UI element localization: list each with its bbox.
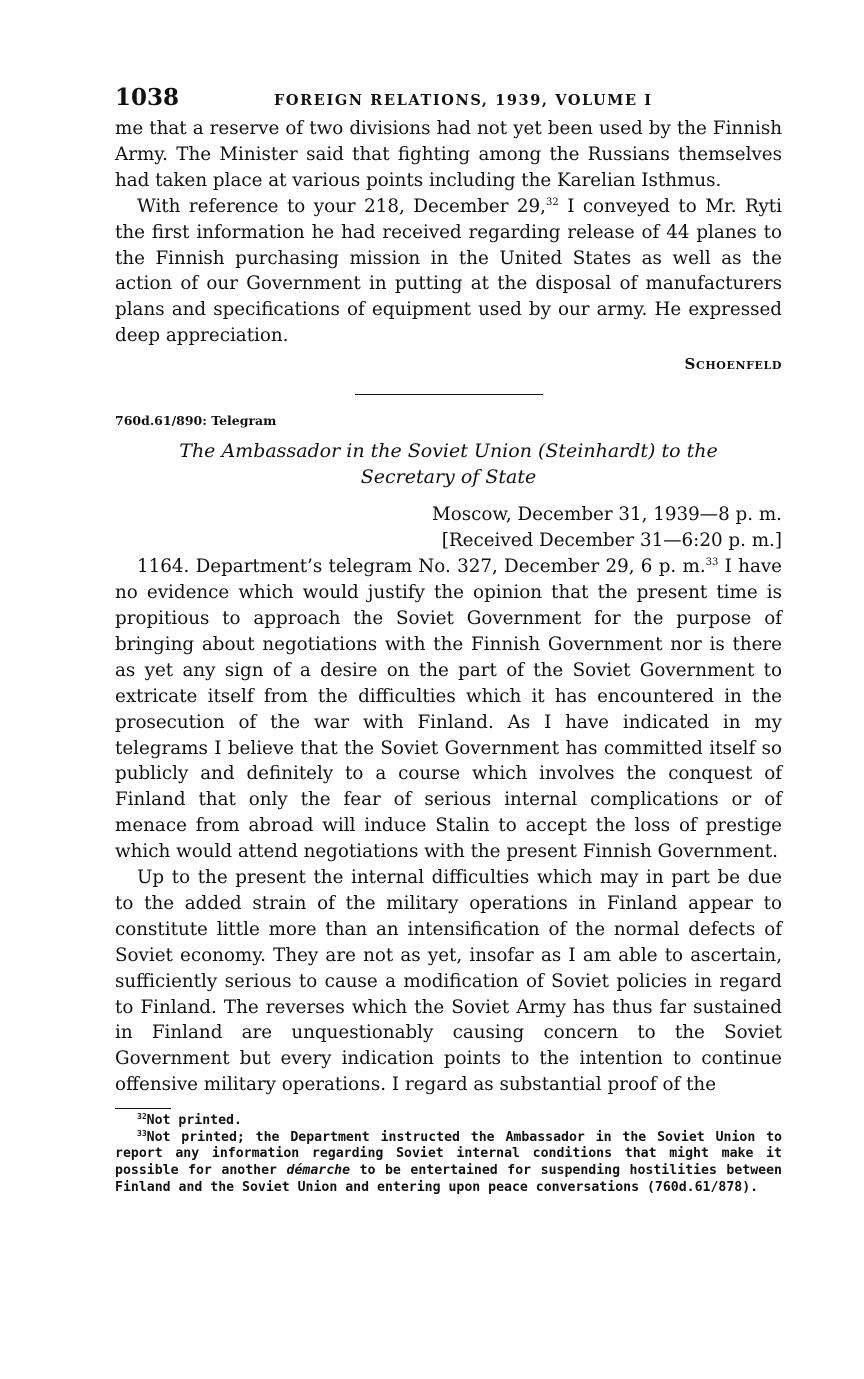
body-paragraph — [115, 116, 782, 194]
page-number: 1038 — [115, 84, 180, 111]
footnote-reference[interactable]: 33 — [705, 557, 719, 569]
document-title: The Ambassador in the Soviet Union (Steinhardt) to the Secretary of State — [179, 440, 718, 489]
paragraph-text: 1164. Department’s telegram No. 327, December 29, 6 p. m. — [137, 556, 706, 578]
signature: Schoenfeld — [684, 355, 782, 374]
footnote-text: Not printed. — [146, 1113, 242, 1129]
footnote-divider — [115, 1108, 171, 1109]
footnotes — [115, 1113, 782, 1196]
running-head: FOREIGN RELATIONS, 1939, VOLUME I — [274, 92, 653, 109]
dateline — [115, 502, 782, 554]
footnote-italic-term: démarche — [286, 1162, 351, 1178]
page-header — [115, 84, 782, 114]
paragraph-text: I have no evidence which would justify the opinion that the present time is propitious to approach the Soviet Government for the purpose of bringing about negotiations with the Finnish Government nor is there as yet any sign of a desire on the part of the Soviet Government to extricate itself from the difficulties which it has encountered in the prosecution of the war with Finland. As I have indicated in my telegrams I believe that the Soviet Government has committed itself so publicly and definitely to a course which involves the conquest of Finland that only the fear of serious internal complications or of menace from abroad will induce Stalin to accept the loss of prestige which would attend negotiations with the present Finnish Government. — [115, 556, 782, 863]
body-paragraph — [115, 865, 782, 1098]
footnote-text: to be entertained for suspending hostilities between Finland and the Soviet Union and entering upon peace conversations (760d.61/878). — [115, 1162, 782, 1195]
paragraph-text: Up to the present the internal difficulties which may in part be due to the added strain of the military operations in Finland appear to constitute little more than an intensification of the normal defects of Soviet economy. They are not as yet, insofar as I am able to ascertain, sufficiently serious to cause a modification of Soviet policies in regard to Finland. The reverses which the Soviet Army has thus far sustained in Finland are unquestionably causing concern to the Soviet Government but every indication points to the intention to continue offensive military operations. I regard as substantial proof of the — [115, 867, 782, 1096]
dateline-sent: Moscow, December 31, 1939—8 p. m. — [432, 504, 782, 526]
footnote-number: 33 — [137, 1128, 147, 1138]
body-paragraph — [115, 554, 782, 865]
paragraph-text: With reference to your 218, December 29, — [137, 195, 546, 217]
dateline-received: [Received December 31—6:20 p. m.] — [441, 530, 782, 552]
document-page — [115, 84, 782, 1196]
footnote — [115, 1130, 782, 1196]
file-reference: 760d.61/890: Telegram — [115, 413, 277, 429]
footnote — [115, 1113, 782, 1130]
footnote-number: 32 — [137, 1112, 147, 1122]
paragraph-text: I conveyed to Mr. Ryti the first information he had received regarding release of 44 planes to the Finnish purchasing mission in the United States as well as the action of our Government in putting at the disposal of manufacturers plans and specifications of equipment used by our army. He expressed deep appreciation. — [115, 195, 782, 347]
paragraph-text: me that a reserve of two divisions had not yet been used by the Finnish Army. The Minister said that fighting among the Russians themselves had taken place at various points including the Karelian Isthmus. — [115, 118, 782, 191]
body-paragraph — [115, 194, 782, 349]
footnote-reference[interactable]: 32 — [546, 196, 559, 208]
footnote-text: Not printed; the Department instructed the Ambassador in the Soviet Union to report any information regarding Soviet internal conditions that might make it possible for another — [115, 1129, 782, 1178]
section-divider — [355, 394, 543, 395]
